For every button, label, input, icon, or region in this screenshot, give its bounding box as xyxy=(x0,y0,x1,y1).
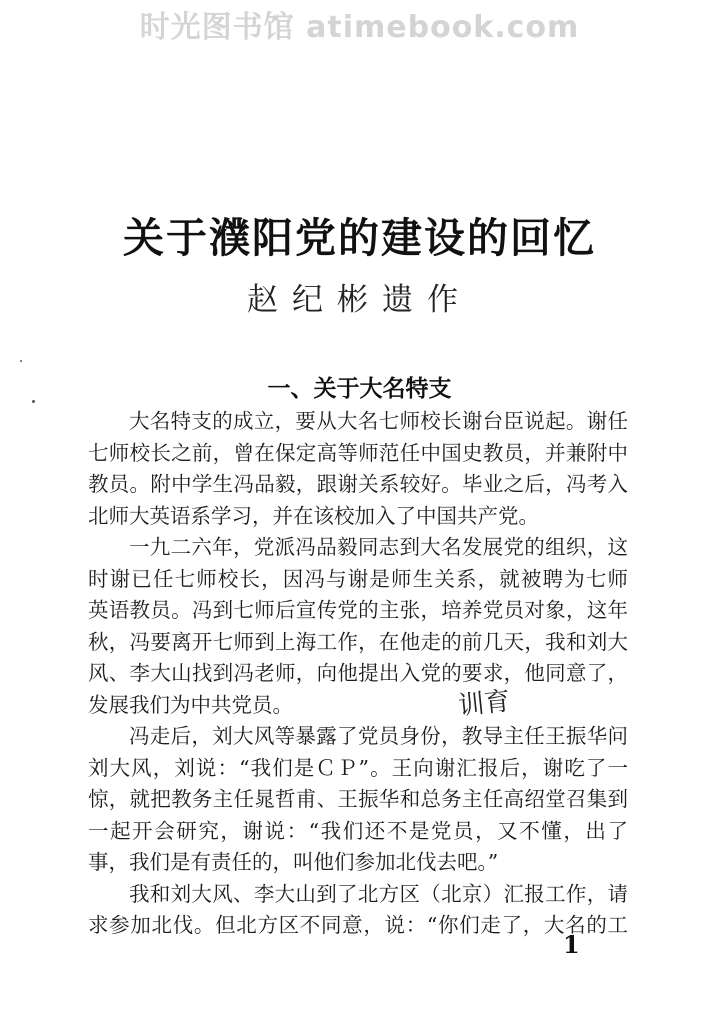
paragraph xyxy=(88,532,628,721)
text-line: 我和刘大风、李大山到了北方区（北京）汇报工作，请 xyxy=(129,881,628,906)
text-line: 教员。附中学生冯品毅，跟谢关系较好。毕业之后，冯考入 xyxy=(88,472,628,496)
body-text xyxy=(88,406,628,942)
text-line: 大名特支的成立，要从大名七师校长谢台臣说起。谢任 xyxy=(129,409,628,433)
text-line: 北师大英语系学习，并在该校加入了中国共产党。 xyxy=(88,503,539,528)
text-line: 求参加北伐。但北方区不同意，说：“你们走了，大名的工 xyxy=(88,913,628,937)
handwritten-margin-note: 训育 xyxy=(456,686,512,722)
watermark: 时光图书馆 atimebook.com xyxy=(139,10,580,45)
text-line: 一起开会研究，谢说：“我们还不是党员，又不懂，出了 xyxy=(88,818,628,843)
text-line: 英语教员。冯到七师后宣传党的主张，培养党员对象，这年 xyxy=(88,598,628,622)
text-line: 刘大风，刘说：“我们是ＣＰ”。王向谢汇报后，谢吃了一 xyxy=(88,755,628,780)
text-line: 发展我们为中共党员。 xyxy=(88,692,293,717)
text-line: 一九二六年，党派冯品毅同志到大名发展党的组织，这 xyxy=(129,535,628,559)
paragraph xyxy=(88,406,628,532)
text-line: 事，我们是有责任的，叫他们参加北伐去吧。” xyxy=(88,850,499,874)
text-line: 时谢已任七师校长，因冯与谢是师生关系，就被聘为七师 xyxy=(88,566,628,591)
scan-speck xyxy=(20,360,22,362)
scan-speck xyxy=(32,400,35,403)
section-heading: 一、关于大名特支 xyxy=(267,376,452,402)
page-title: 关于濮阳党的建设的回忆 xyxy=(123,214,596,262)
paragraph xyxy=(88,721,628,879)
page-number: 1 xyxy=(563,930,580,959)
text-line: 冯走后，刘大风等暴露了党员身份，教导主任王振华问 xyxy=(129,724,628,748)
text-line: 风、李大山找到冯老师，向他提出入党的要求，他同意了， xyxy=(88,661,628,685)
paragraph xyxy=(88,879,628,942)
author-line: 赵纪彬遗作 xyxy=(247,282,472,318)
text-line: 惊，就把教务主任晁哲甫、王振华和总务主任高绍堂召集到 xyxy=(88,787,628,811)
text-line: 七师校长之前，曾在保定高等师范任中国史教员，并兼附中 xyxy=(88,440,628,465)
text-line: 秋，冯要离开七师到上海工作，在他走的前几天，我和刘大 xyxy=(88,629,628,654)
